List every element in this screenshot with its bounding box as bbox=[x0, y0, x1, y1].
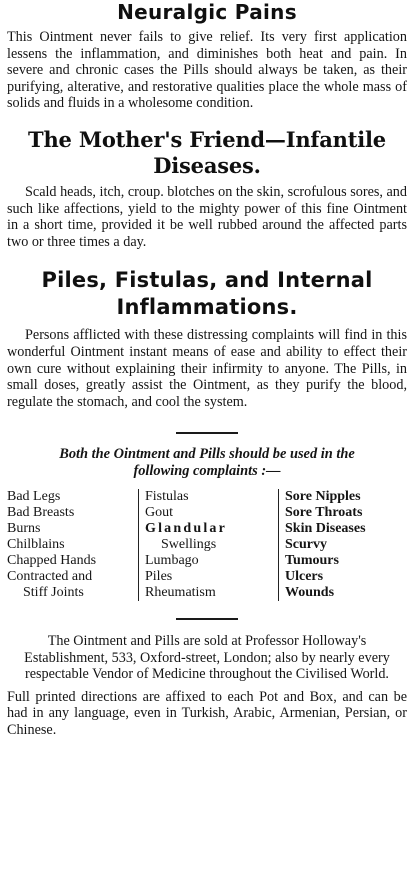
paragraph-piles-fistulas: Persons afflicted with these distressing complaints will find in this wonderful Ointment instant means of ease and ability to effect their own cure without explaining their infirmity to anyone. The Pills, in small doses, greatly assist the Ointment, as they purify the blood, regulate the stomach, and cool the system. bbox=[7, 327, 407, 410]
complaint-item: Bad Breasts bbox=[7, 504, 75, 520]
complaint-item: Gout bbox=[145, 504, 173, 520]
heading-piles-fistulas bbox=[7, 267, 407, 321]
complaint-item: Fistulas bbox=[145, 488, 189, 504]
complaint-item: Glandular bbox=[145, 520, 228, 536]
heading-piles-line2: Inflammations. bbox=[116, 295, 298, 320]
complaint-item: Sore Throats bbox=[285, 504, 363, 520]
heading-mothers-friend bbox=[7, 127, 407, 179]
complaints-column-1 bbox=[7, 489, 135, 601]
complaint-item: Tumours bbox=[285, 552, 339, 568]
complaint-item: Stiff Joints bbox=[23, 584, 84, 600]
paragraph-neuralgic-pains: This Ointment never fails to give relief. Its very first application lessens the inflammation, and diminishes both heat and pain. In severe and chronic cases the Pills should always be taken, as their purifying, alterative, and restorative qualities place the whole mass of solids and fluids in a wholesome condition. bbox=[7, 29, 407, 112]
heading-piles-line1: Piles, Fistulas, and Internal bbox=[41, 268, 373, 293]
paragraph-sold-at: The Ointment and Pills are sold at Professor Holloway's Establishment, 533, Oxford-street, London; also by nearly every respectable Vendor of Medicine throughout the Civilised World. bbox=[24, 632, 390, 683]
complaints-intro-line2: following complaints :— bbox=[133, 463, 281, 480]
paragraph-directions: Full printed directions are affixed to each Pot and Box, and can be had in any language, even in Turkish, Arabic, Armenian, Persian, or Chinese. bbox=[7, 688, 407, 738]
paragraph-mothers-friend: Scald heads, itch, croup. blotches on the skin, scrofulous sores, and such like affections, yield to the mighty power of this fine Ointment in a short time, provided it be well rubbed around the affected parts two or three times a day. bbox=[7, 183, 407, 250]
complaints-column-3 bbox=[278, 489, 407, 601]
complaint-item: Sore Nipples bbox=[285, 488, 361, 504]
complaint-item: Scurvy bbox=[285, 536, 327, 552]
divider-rule bbox=[176, 432, 238, 434]
complaint-item: Ulcers bbox=[285, 568, 324, 584]
complaints-intro-line1: Both the Ointment and Pills should be used in the bbox=[59, 446, 355, 463]
complaint-item: Contracted and bbox=[7, 568, 93, 584]
heading-mothers-friend-line2: Diseases. bbox=[153, 152, 261, 178]
complaints-column-2 bbox=[138, 489, 275, 601]
complaint-item: Chilblains bbox=[7, 536, 65, 552]
complaint-item: Bad Legs bbox=[7, 488, 61, 504]
complaint-item: Skin Diseases bbox=[285, 520, 366, 536]
complaint-item: Swellings bbox=[161, 536, 217, 552]
complaint-item: Chapped Hands bbox=[7, 552, 97, 568]
complaint-item: Rheumatism bbox=[145, 584, 216, 600]
complaint-item: Piles bbox=[145, 568, 173, 584]
complaint-item: Lumbago bbox=[145, 552, 199, 568]
heading-mothers-friend-line1: The Mother's Friend—Infantile bbox=[28, 126, 386, 152]
heading-neuralgic-pains: Neuralgic Pains bbox=[117, 0, 297, 24]
complaints-intro bbox=[7, 446, 407, 480]
complaint-item: Wounds bbox=[285, 584, 335, 600]
complaints-columns bbox=[7, 489, 407, 601]
divider-rule bbox=[176, 618, 238, 620]
complaint-item: Burns bbox=[7, 520, 41, 536]
